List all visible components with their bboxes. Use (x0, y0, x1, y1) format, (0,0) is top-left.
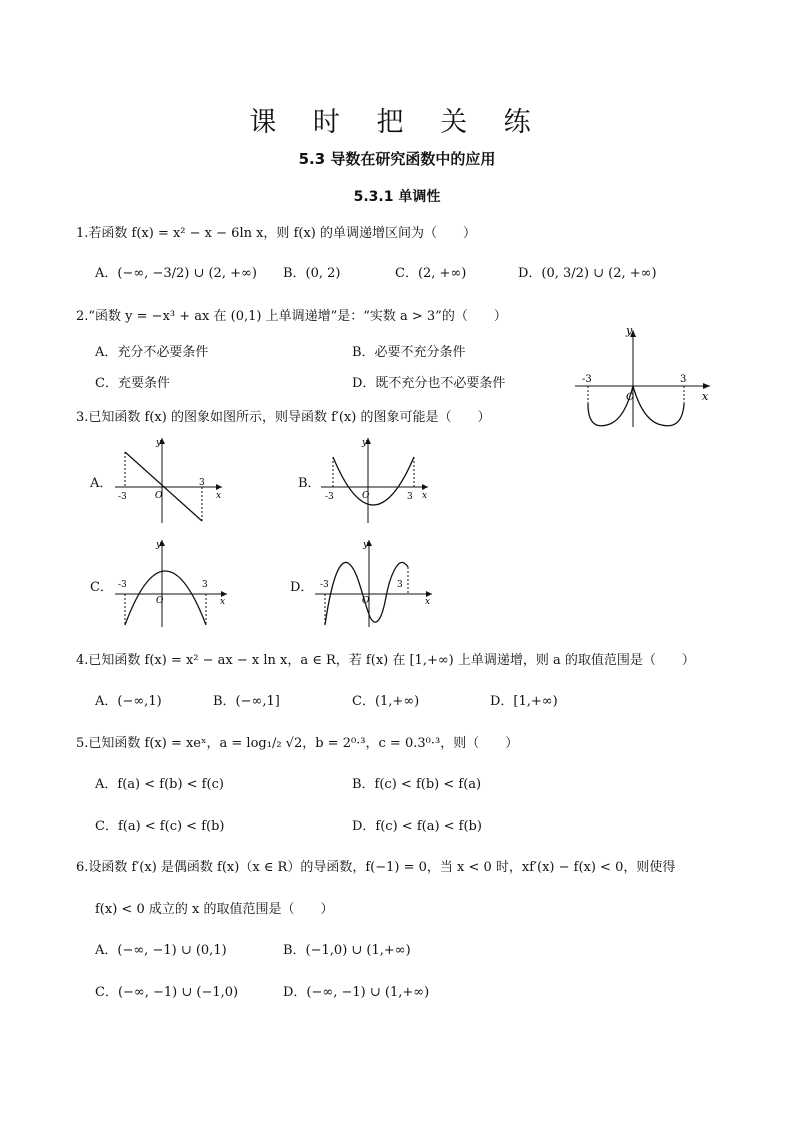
subsection-heading: 5.3.1 单调性 (353, 189, 441, 205)
q4-option-c[interactable]: C．(1,+∞) (352, 694, 420, 709)
svg-text:-3: -3 (118, 492, 127, 502)
svg-text:O: O (362, 491, 370, 501)
svg-text:O: O (362, 596, 370, 606)
tick-neg3: -3 (582, 374, 592, 385)
svg-text:-3: -3 (325, 492, 334, 502)
q1-option-a[interactable]: A．(−∞, −3/2) ∪ (2, +∞) (95, 266, 257, 281)
q1-option-d[interactable]: D．(0, 3/2) ∪ (2, +∞) (518, 266, 657, 281)
q5-option-b[interactable]: B．f(c) < f(b) < f(a) (352, 777, 482, 792)
q3-option-c-label[interactable]: C． (90, 580, 113, 595)
question-3-stem: 3.已知函数 f(x) 的图象如图所示，则导函数 f′(x) 的图象可能是（ ） (76, 410, 491, 425)
question-6-stem-line2: f(x) < 0 成立的 x 的取值范围是（ ） (95, 902, 334, 917)
q3-option-a-label[interactable]: A． (90, 476, 113, 491)
q6-option-a[interactable]: A．(−∞, −1) ∪ (0,1) (95, 943, 227, 958)
origin-label: O (626, 392, 635, 403)
svg-text:x: x (220, 597, 226, 607)
q3-option-b-graph[interactable] (318, 435, 433, 525)
q3-option-a-graph[interactable] (112, 435, 227, 525)
svg-text:O: O (155, 491, 163, 501)
svg-text:3: 3 (397, 580, 403, 590)
q3-option-d-label[interactable]: D． (290, 580, 314, 595)
svg-text:O: O (156, 596, 164, 606)
svg-text:-3: -3 (320, 580, 329, 590)
q4-option-d[interactable]: D．[1,+∞) (490, 694, 558, 709)
axis-y-label: y (626, 324, 633, 337)
q6-option-c[interactable]: C．(−∞, −1) ∪ (−1,0) (95, 985, 239, 1000)
q4-option-b[interactable]: B．(−∞,1] (213, 694, 280, 709)
svg-text:y: y (156, 438, 162, 448)
question-6-stem: 6.设函数 f′(x) 是偶函数 f(x)（x ∈ R）的导函数，f(−1) = 0，当 x < 0 时，xf′(x) − f(x) < 0，则使得 (76, 860, 676, 875)
svg-text:x: x (422, 491, 428, 501)
svg-text:3: 3 (199, 478, 205, 488)
svg-text:x: x (425, 597, 431, 607)
q2-option-c[interactable]: C．充要条件 (95, 376, 170, 391)
axis-x-label: x (702, 390, 709, 403)
question-5-stem: 5.已知函数 f(x) = xeˣ，a = log₁/₂ √2，b = 2⁰·³，c = 0.3⁰·³，则（ ） (76, 736, 519, 751)
svg-text:3: 3 (202, 580, 208, 590)
svg-text:x: x (216, 491, 222, 501)
q3-fx-graph (570, 322, 715, 432)
q1-option-b[interactable]: B．(0, 2) (283, 266, 341, 281)
section-heading: 5.3 导数在研究函数中的应用 (298, 150, 496, 168)
q4-option-a[interactable]: A．(−∞,1) (95, 694, 162, 709)
svg-text:y: y (156, 540, 162, 550)
q6-option-b[interactable]: B．(−1,0) ∪ (1,+∞) (283, 943, 411, 958)
tick-pos3: 3 (680, 374, 687, 385)
q3-option-c-graph[interactable] (112, 537, 232, 629)
q2-option-a[interactable]: A．充分不必要条件 (95, 345, 209, 360)
question-2-stem: 2.“函数 y = −x³ + ax 在 (0,1) 上单调递增”是：“实数 a > 3”的（ ） (76, 309, 507, 324)
q5-option-d[interactable]: D．f(c) < f(a) < f(b) (352, 819, 482, 834)
q1-option-c[interactable]: C．(2, +∞) (395, 266, 467, 281)
q2-option-d[interactable]: D．既不充分也不必要条件 (352, 376, 506, 391)
q5-option-a[interactable]: A．f(a) < f(b) < f(c) (95, 777, 224, 792)
q3-option-d-graph[interactable] (312, 537, 437, 629)
q6-option-d[interactable]: D．(−∞, −1) ∪ (1,+∞) (283, 985, 430, 1000)
q3-option-b-label[interactable]: B． (298, 476, 321, 491)
svg-text:y: y (363, 540, 369, 550)
svg-text:y: y (362, 438, 368, 448)
svg-text:-3: -3 (118, 580, 127, 590)
svg-text:3: 3 (407, 492, 413, 502)
q5-option-c[interactable]: C．f(a) < f(c) < f(b) (95, 819, 225, 834)
question-4-stem: 4.已知函数 f(x) = x² − ax − x ln x，a ∈ R，若 f(x) 在 [1,+∞) 上单调递增，则 a 的取值范围是（ ） (76, 653, 695, 668)
q2-option-b[interactable]: B．必要不充分条件 (352, 345, 466, 360)
question-1-stem: 1.若函数 f(x) = x² − x − 6ln x，则 f(x) 的单调递增区间为（ ） (76, 226, 476, 241)
page-title: 课 时 把 关 练 (249, 107, 545, 138)
